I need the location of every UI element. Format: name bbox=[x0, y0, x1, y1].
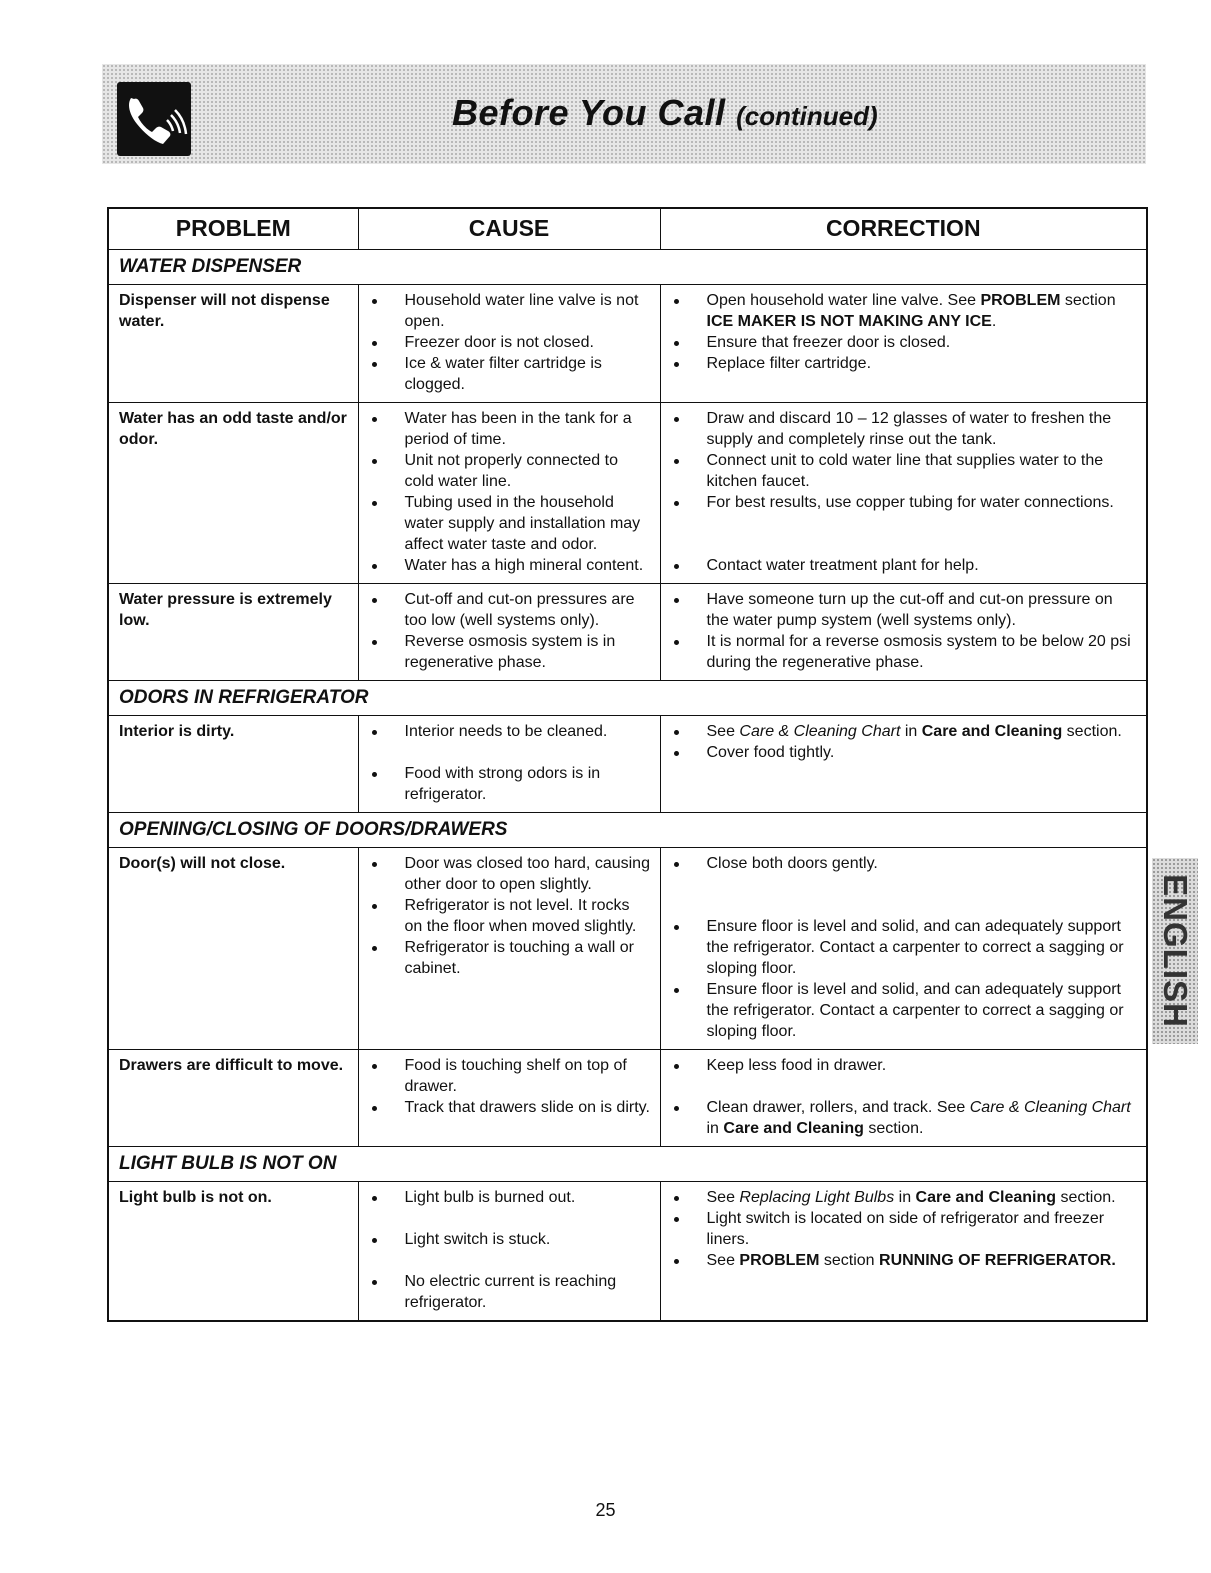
text-segment: Care & Cleaning Chart bbox=[969, 1098, 1131, 1116]
text-segment: PROBLEM bbox=[739, 1251, 820, 1269]
correction-item bbox=[671, 1250, 1139, 1271]
cause-cell bbox=[358, 284, 660, 402]
section-row bbox=[108, 680, 1147, 715]
cause-cell bbox=[358, 1181, 660, 1321]
correction-cell bbox=[660, 1181, 1147, 1321]
cause-item: Light bulb is burned out. bbox=[369, 1187, 652, 1208]
correction-item: Cover food tightly. bbox=[671, 742, 1139, 763]
cause-item: Light switch is stuck. bbox=[369, 1229, 652, 1250]
section-title-water-dispenser: WATER DISPENSER bbox=[108, 249, 1147, 284]
cause-item: Water has a high mineral content. bbox=[369, 555, 652, 576]
cause-item: Track that drawers slide on is dirty. bbox=[369, 1097, 652, 1118]
text-segment: in bbox=[900, 722, 922, 740]
correction-item: Replace filter cartridge. bbox=[671, 353, 1139, 374]
cause-item: Unit not properly connected to cold water line. bbox=[369, 450, 652, 492]
correction-item: Draw and discard 10 – 12 glasses of water to freshen the supply and completely rinse out the tank. bbox=[671, 408, 1139, 450]
cause-item: Food with strong odors is in refrigerator. bbox=[369, 763, 652, 805]
correction-cell bbox=[660, 847, 1147, 1049]
problem-cell: Interior is dirty. bbox=[108, 715, 358, 812]
text-segment: Open household water line valve. See bbox=[706, 291, 981, 309]
section-row bbox=[108, 249, 1147, 284]
correction-item: Ensure floor is level and solid, and can adequately support the refrigerator. Contact a carpenter to correct a sagging or sloping floor. bbox=[671, 916, 1139, 979]
cause-item: Ice & water filter cartridge is clogged. bbox=[369, 353, 652, 395]
correction-item: Contact water treatment plant for help. bbox=[671, 555, 1139, 576]
cause-item: Freezer door is not closed. bbox=[369, 332, 652, 353]
correction-item: Ensure that freezer door is closed. bbox=[671, 332, 1139, 353]
header-correction: CORRECTION bbox=[660, 208, 1147, 249]
text-segment: section. bbox=[863, 1119, 924, 1137]
cause-cell bbox=[358, 402, 660, 583]
cause-cell bbox=[358, 583, 660, 680]
problem-cell: Water pressure is extremely low. bbox=[108, 583, 358, 680]
header-problem: PROBLEM bbox=[108, 208, 358, 249]
text-segment: section. bbox=[1056, 1188, 1116, 1206]
text-segment: Care and Cleaning bbox=[921, 722, 1063, 740]
table-row bbox=[108, 1181, 1147, 1321]
table-row bbox=[108, 1049, 1147, 1146]
cause-item: Food is touching shelf on top of drawer. bbox=[369, 1055, 652, 1097]
problem-cell: Water has an odd taste and/or odor. bbox=[108, 402, 358, 583]
problem-cell: Drawers are difficult to move. bbox=[108, 1049, 358, 1146]
cause-item: Refrigerator is touching a wall or cabinet. bbox=[369, 937, 652, 979]
section-title-odors: ODORS IN REFRIGERATOR bbox=[108, 680, 1147, 715]
correction-item bbox=[671, 1187, 1139, 1208]
cause-item: Cut-off and cut-on pressures are too low (well systems only). bbox=[369, 589, 652, 631]
text-segment: section. bbox=[1062, 722, 1122, 740]
cause-item: Door was closed too hard, causing other door to open slightly. bbox=[369, 853, 652, 895]
cause-item: Interior needs to be cleaned. bbox=[369, 721, 652, 742]
text-segment: section bbox=[1060, 291, 1116, 309]
section-title-doors-drawers: OPENING/CLOSING OF DOORS/DRAWERS bbox=[108, 812, 1147, 847]
text-segment: See bbox=[706, 1251, 740, 1269]
title-main: Before You Call bbox=[452, 92, 726, 133]
correction-cell bbox=[660, 1049, 1147, 1146]
table-row bbox=[108, 583, 1147, 680]
cause-item: Water has been in the tank for a period of time. bbox=[369, 408, 652, 450]
cause-item: Tubing used in the household water supply and installation may affect water taste and odor. bbox=[369, 492, 652, 555]
section-row bbox=[108, 1146, 1147, 1181]
problem-cell: Dispenser will not dispense water. bbox=[108, 284, 358, 402]
correction-cell bbox=[660, 284, 1147, 402]
text-segment: Care & Cleaning Chart bbox=[739, 722, 901, 740]
text-segment: Care and Cleaning bbox=[723, 1119, 864, 1137]
text-segment: RUNNING OF REFRIGERATOR. bbox=[879, 1251, 1116, 1269]
table-header-row bbox=[108, 208, 1147, 249]
section-title-light-bulb: LIGHT BULB IS NOT ON bbox=[108, 1146, 1147, 1181]
correction-item: It is normal for a reverse osmosis system to be below 20 psi during the regenerative phase. bbox=[671, 631, 1139, 673]
cause-cell bbox=[358, 715, 660, 812]
correction-cell bbox=[660, 715, 1147, 812]
text-segment: Replacing Light Bulbs bbox=[739, 1188, 895, 1206]
troubleshooting-table bbox=[107, 207, 1148, 1322]
correction-item bbox=[671, 290, 1139, 332]
correction-item bbox=[671, 1097, 1139, 1139]
text-segment: See bbox=[706, 1188, 740, 1206]
text-segment: in bbox=[706, 1119, 724, 1137]
text-segment: Care and Cleaning bbox=[915, 1188, 1057, 1206]
problem-cell: Light bulb is not on. bbox=[108, 1181, 358, 1321]
section-row bbox=[108, 812, 1147, 847]
table-row bbox=[108, 402, 1147, 583]
correction-item: Ensure floor is level and solid, and can adequately support the refrigerator. Contact a carpenter to correct a sagging or sloping floor. bbox=[671, 979, 1139, 1042]
table-row bbox=[108, 715, 1147, 812]
correction-cell bbox=[660, 402, 1147, 583]
text-segment: in bbox=[894, 1188, 916, 1206]
correction-item: Keep less food in drawer. bbox=[671, 1055, 1139, 1076]
title-subtitle: (continued) bbox=[736, 101, 878, 131]
text-segment: See bbox=[706, 722, 740, 740]
text-segment: Clean drawer, rollers, and track. See bbox=[706, 1098, 970, 1116]
correction-item: Light switch is located on side of refrigerator and freezer liners. bbox=[671, 1208, 1139, 1250]
text-segment: . bbox=[991, 312, 997, 330]
correction-item: Close both doors gently. bbox=[671, 853, 1139, 874]
cause-item: Household water line valve is not open. bbox=[369, 290, 652, 332]
correction-item: Connect unit to cold water line that supplies water to the kitchen faucet. bbox=[671, 450, 1139, 492]
problem-cell: Door(s) will not close. bbox=[108, 847, 358, 1049]
cause-item: Refrigerator is not level. It rocks on the floor when moved slightly. bbox=[369, 895, 652, 937]
correction-cell bbox=[660, 583, 1147, 680]
page-number: 25 bbox=[595, 1500, 616, 1520]
cause-cell bbox=[358, 847, 660, 1049]
language-tab bbox=[1152, 858, 1198, 1044]
correction-item bbox=[671, 721, 1139, 742]
cause-item: Reverse osmosis system is in regenerative phase. bbox=[369, 631, 652, 673]
cause-item: No electric current is reaching refrigerator. bbox=[369, 1271, 652, 1313]
table-row bbox=[108, 284, 1147, 402]
text-segment: PROBLEM bbox=[980, 291, 1061, 309]
header-cause: CAUSE bbox=[358, 208, 660, 249]
correction-item: Have someone turn up the cut-off and cut-on pressure on the water pump system (well systems only). bbox=[671, 589, 1139, 631]
phone-icon bbox=[117, 82, 191, 156]
text-segment: section bbox=[819, 1251, 880, 1269]
language-tab-label: ENGLISH bbox=[1157, 874, 1194, 1028]
text-segment: ICE MAKER IS NOT MAKING ANY ICE bbox=[706, 312, 992, 330]
table-row bbox=[108, 847, 1147, 1049]
correction-item: For best results, use copper tubing for water connections. bbox=[671, 492, 1139, 513]
page-title bbox=[452, 92, 878, 142]
cause-cell bbox=[358, 1049, 660, 1146]
